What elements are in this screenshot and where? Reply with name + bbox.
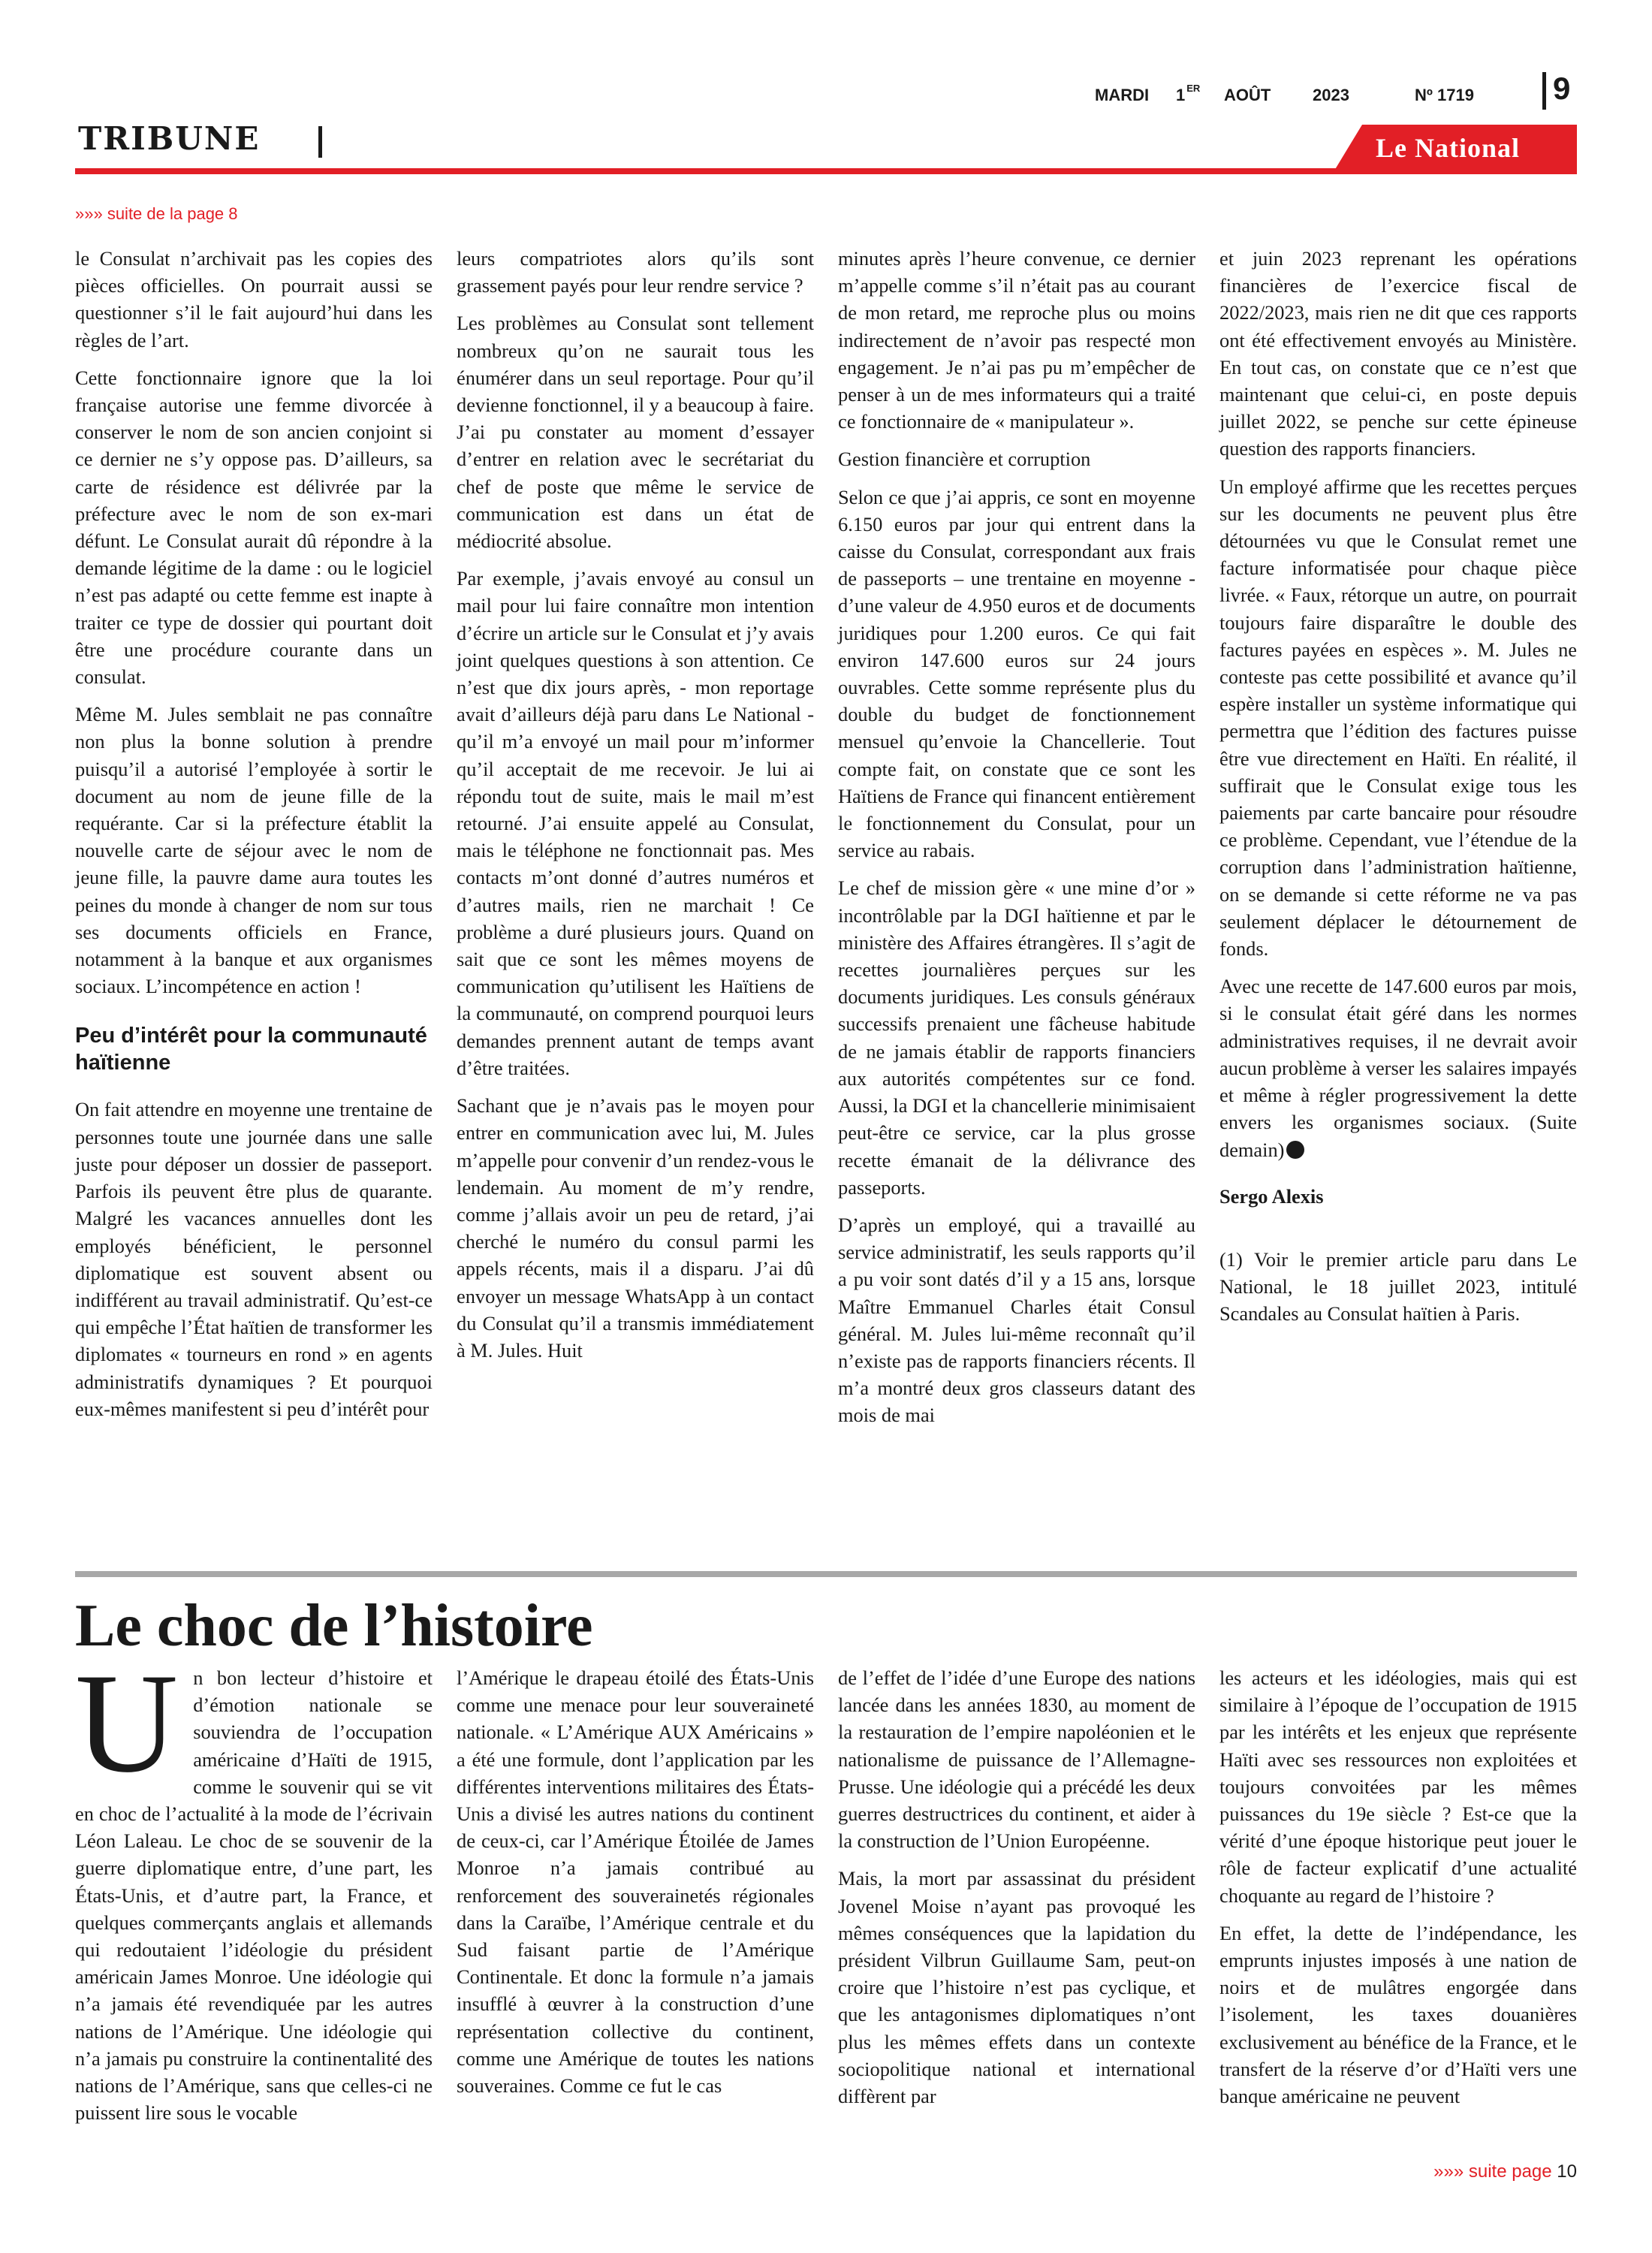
paragraph: de l’effet de l’idée d’une Europe des nations lancée dans les années 1830, au moment de la restauration de l’empire napoléonien et le nationalisme de puissance de l’Allemagne-Prusse. Une idéologie qui a précédé les deux guerres destructrices du continent, et aider à la construction de l’Union Européenne. [838, 1666, 1195, 1853]
paragraph: minutes après l’heure convenue, ce dernier m’appelle comme s’il n’était pas au courant de mon retard, me reproche plus ou moins indirectement de n’avoir pas respecté mon engagement. Je n’ai pas pu m’empêcher de penser à un de mes informateurs qui a traité ce fonctionnaire de « manipulateur ». [838, 247, 1195, 433]
paragraph: l’Amérique le drapeau étoilé des États-Unis comme une menace pour leur souveraineté nationale. « L’Amérique AUX Américains » a été une formule, dont l’application par les différentes interventions militaires des États-Unis a divisé les autres nations du continent de ceux-ci, car l’Amérique Étoilée de James Monroe n’a jamais contribué au renforcement des souverainetés régionales dans la Caraïbe, l’Amérique centrale et du Sud faisant partie de l’Amérique Continentale. Et donc la formule n’a jamais insufflé à œuvrer à la construction d’une représentation collective du continent, comme une Amérique de toutes les nations souveraines. Comme ce fut le cas [457, 1666, 814, 2098]
issue-day: MARDI [1095, 86, 1150, 104]
article1-subheading-plain: Gestion financière et corruption [838, 448, 1091, 471]
issue-year: 2023 [1313, 86, 1349, 104]
article1-column-1 [75, 245, 433, 1433]
newspaper-brand: Le National [1376, 133, 1521, 163]
paragraph: Sachant que je n’avais pas le moyen pour entrer en communication avec lui, M. Jules m’appelle pour convenir d’un rendez-vous le lendemain. Au moment de m’y rendre, comme j’allais avoir un peu de retard, j’ai cherché le numéro du consul parmi les appels récents, mais il a disparu. J’ai dû envoyer un message WhatsApp à un contact du Consulat qu’il a transmis immédiatement à M. Jules. Huit [457, 1094, 814, 1362]
drop-cap: U [75, 1645, 179, 1802]
paragraph: Mais, la mort par assassinat du président Jovenel Moise n’ayant pas provoqué les mêmes conséquences que la lapidation du président Vilbrun Guillaume Sam, peut-on croire que l’histoire n’est pas cyclique, et que les antagonismes diplomatiques n’ont plus les mêmes effets dans un contexte sociopolitique national et international diffèrent par [838, 1867, 1195, 2108]
paragraph: et juin 2023 reprenant les opérations financières de l’exercice fiscal de 2022/2023, mais rien ne dit que ces rapports ont été effectivement envoyés au Ministère. En tout cas, on constate que ce n’est que maintenant que celui-ci, en poste depuis juillet 2022, se penche sur cette épineuse question des rapports financiers. [1219, 247, 1577, 460]
issue-date-number: 1 $^{ER}$ [1176, 83, 1201, 105]
paragraph: Selon ce que j’ai appris, ce sont en moyenne 6.150 euros par jour qui entrent dans la caisse du Consulat, correspondant aux frais de passeports – une trentaine en moyenne - d’une valeur de 4.950 euros et de documents juridiques pour 1.200 euros. Ce qui fait environ 147.600 euros sur 24 jours ouvrables. Cette somme représente plus du double du budget de fonctionnement mensuel qu’envoie la Chancellerie. Tout compte fait, on constate que ce sont les Haïtiens de France qui financent entièrement le fonctionnement du Consulat, pour un service au rabais. [838, 485, 1195, 862]
article-title: Le choc de l’histoire [75, 1593, 593, 1659]
continued-to-link[interactable] [1433, 2161, 1577, 2182]
page-number-divider [1542, 72, 1546, 110]
article2-column-4 [1219, 1664, 1577, 2120]
article-divider [75, 1571, 1577, 1577]
paragraph: le Consulat n’archivait pas les copies des pièces officielles. On pourrait aussi se questionner s’il le fait aujourd’hui dans les règles de l’art. [75, 247, 433, 351]
issue-date-suffix: ER [1186, 83, 1201, 94]
article1-subheading: Peu d’intérêt pour la communauté haïtienne [75, 1024, 427, 1075]
paragraph: Le chef de mission gère « une mine d’or » incontrôlable par la DGI haïtienne et par le ministère des Affaires étrangères. Il s’agit de recettes journalières perçues sur les documents juridiques. Les consuls généraux successifs prenaient une fâcheuse habitude de ne jamais établir de rapports financiers aux autorités compétentes sur ce fond. Aussi, la DGI et la chancellerie minimisaient peut-être ce service, car la plus grosse recette émanait de la délivrance des passeports. [838, 876, 1195, 1199]
article2-column-2 [457, 1664, 814, 2110]
issue-number: Nº 1719 [1415, 86, 1474, 104]
paragraph-text: Avec une recette de 147.600 euros par mois, si le consulat était géré dans les normes administratives requises, il ne devrait avoir aucun problème à verser les salaires impayés et même à régler progressivement la dette envers les organismes sociaux. (Suite demain) [1219, 975, 1577, 1161]
author-byline: Sergo Alexis [1219, 1184, 1324, 1208]
lead-paragraph-text: n bon lecteur d’histoire et d’émotion nationale se souviendra de l’occupation américaine d’Haïti de 1915, comme le souvenir qui se vit en choc de l’actualité à la mode de l’écrivain Léon Laleau. Le choc de se souvenir de la guerre diplomatique entre, d’une part, les États-Unis, et d’autre part, la France, et quelques commerçants anglais et allemands qui redoutaient l’idéologie du président américain James Monroe. Une idéologie qui n’a jamais été revendiquée par les autres nations de l’Amérique. Une idéologie qui n’a jamais pu construire la continentalité des nations de l’Amérique, sans que celles-ci ne puissent lire sous le vocable [75, 1666, 433, 2125]
page-number: 9 [1553, 71, 1571, 106]
article1-column-2 [457, 245, 814, 1374]
article2-column-3 [838, 1664, 1195, 2120]
continued-to-page: 10 [1557, 2161, 1577, 2182]
article2-column-1 [75, 1645, 433, 2137]
end-of-article-mark [1286, 1141, 1304, 1159]
paragraph: Cette fonctionnaire ignore que la loi française autorise une femme divorcée à conserver le nom de son ancien conjoint si ce dernier ne s’y oppose pas. D’ailleurs, sa carte de résidence est délivrée par la préfecture avec le nom de son ex-mari défunt. Le Consulat aurait dû répondre à la demande légitime de la dame : ou le logiciel n’est pas adapté ou cette femme est inapte à traiter ce type de dossier qui pourtant doit être une procédure courante dans un consulat. [75, 366, 433, 689]
paragraph: Par exemple, j’avais envoyé au consul un mail pour lui faire connaître mon intention d’écrire un article sur le Consulat et j’y avais joint quelques questions à son attention. Ce n’est que dix jours après, - mon reportage avait d’ailleurs déjà paru dans Le National - qu’il m’a envoyé un mail pour m’informer qu’il acceptait de me recevoir. Je lui ai répondu tout de suite, mais le mail m’est retourné. J’ai ensuite appelé au Consulat, mais le téléphone ne fonctionnait pas. Mes contacts m’ont donné d’autres numéros et d’autres mails, rien ne marchait ! Ce problème a duré plusieurs jours. Quand on sait que ce sont les mêmes moyens de communication qu’utilisent les Haïtiens de la communauté, on comprend pourquoi leurs demandes prennent autant de temps avant d’être traitées. [457, 567, 814, 1079]
continued-from-link[interactable]: »»» suite de la page 8 [75, 204, 238, 223]
footnote: (1) Voir le premier article paru dans Le National, le 18 juillet 2023, intitulé Scandales au Consulat haïtien à Paris. [1219, 1247, 1577, 1326]
section-title-bar [318, 126, 322, 158]
lead-paragraph [75, 1645, 433, 2126]
paragraph [1219, 973, 1577, 1163]
section-title: TRIBUNE [78, 120, 261, 157]
paragraph: On fait attendre en moyenne une trentaine de personnes toute une journée dans une salle juste pour déposer un dossier de passeport. Parfois ils peuvent être plus de quarante. Malgré les vacances annuelles dont les employés bénéficient, le personnel diplomatique est souvent absent ou indifférent au travail administratif. Qu’est-ce qui empêche l’État haïtien de transformer les diplomates « tourneurs en rond » en agents administratifs dynamiques ? Et pourquoi eux-mêmes manifestent si peu d’intérêt pour [75, 1098, 433, 1420]
article1-column-4 [1219, 245, 1577, 1338]
issue-month: AOÛT [1224, 86, 1271, 104]
article1-column-3 [838, 245, 1195, 1440]
paragraph: Même M. Jules semblait ne pas connaître non plus la bonne solution à prendre puisqu’il a autorisé l’employée à sortir le document au nom de jeune fille de la requérante. Car si la préfecture établit la nouvelle carte de séjour avec le nom de jeune fille, la pauvre dame aura toutes les peines du monde à changer de nom sur tous ses documents officiels en France, notamment à la banque et aux organismes sociaux. L’incompétence en action ! [75, 703, 433, 998]
paragraph: les acteurs et les idéologies, mais qui est similaire à l’époque de l’occupation de 1915 par les intérêts et les enjeux que représente Haïti avec ses ressources non exploitées et toujours convoitées par les mêmes puissances du 19e siècle ? Est-ce que la vérité d’une époque historique peut jouer le rôle de facteur explicatif d’une actualité choquante au regard de l’histoire ? [1219, 1666, 1577, 1907]
paragraph: leurs compatriotes alors qu’ils sont grassement payés pour leur rendre service ? [457, 247, 814, 297]
paragraph: Les problèmes au Consulat sont tellement nombreux qu’on ne saurait tous les énumérer dans un seul reportage. Pour qu’il devienne fonctionnel, il y a beaucoup à faire. J’ai pu constater au moment d’essayer d’entrer en relation avec le secrétariat du chef de poste que même le service de communication est dans un état de médiocrité absolue. [457, 312, 814, 553]
paragraph: En effet, la dette de l’indépendance, les emprunts injustes imposés à une nation de noirs et de mulâtres engorgée dans l’isolement, les taxes douanières exclusivement au bénéfice de la France, et le transfert de la réserve d’or d’Haïti vers une banque américaine ne peuvent [1219, 1921, 1577, 2108]
continued-to-label: »»» suite page [1433, 2161, 1552, 2182]
paragraph: Un employé affirme que les recettes perçues sur les documents ne peuvent plus être détournées vu que le Consulat remet une facture informatisée pour chaque pièce livrée. « Faux, rétorque un autre, on pourrait toujours faire disparaître le double des factures payées en espèces ». M. Jules ne conteste pas cette possibilité et avance qu’il espère installer un système informatique qui permettra que l’édition des factures puisse être vue directement en Haïti. En réalité, il suffirait que le Consulat exige tous les paiements par carte bancaire pour résoudre ce problème. Cependant, vue l’étendue de la corruption dans l’administration haïtienne, on se demande si cette réforme ne va pas seulement déplacer le détournement de fonds. [1219, 475, 1577, 961]
paragraph: D’après un employé, qui a travaillé au service administratif, les seuls rapports qu’il a pu voir sont datés d’il y a 15 ans, lorsque Maître Emmanuel Charles était Consul général. M. Jules lui-même reconnaît qu’il n’existe pas de rapports financiers récents. Il m’a montré deux gros classeurs datant des mois de mai [838, 1213, 1195, 1427]
